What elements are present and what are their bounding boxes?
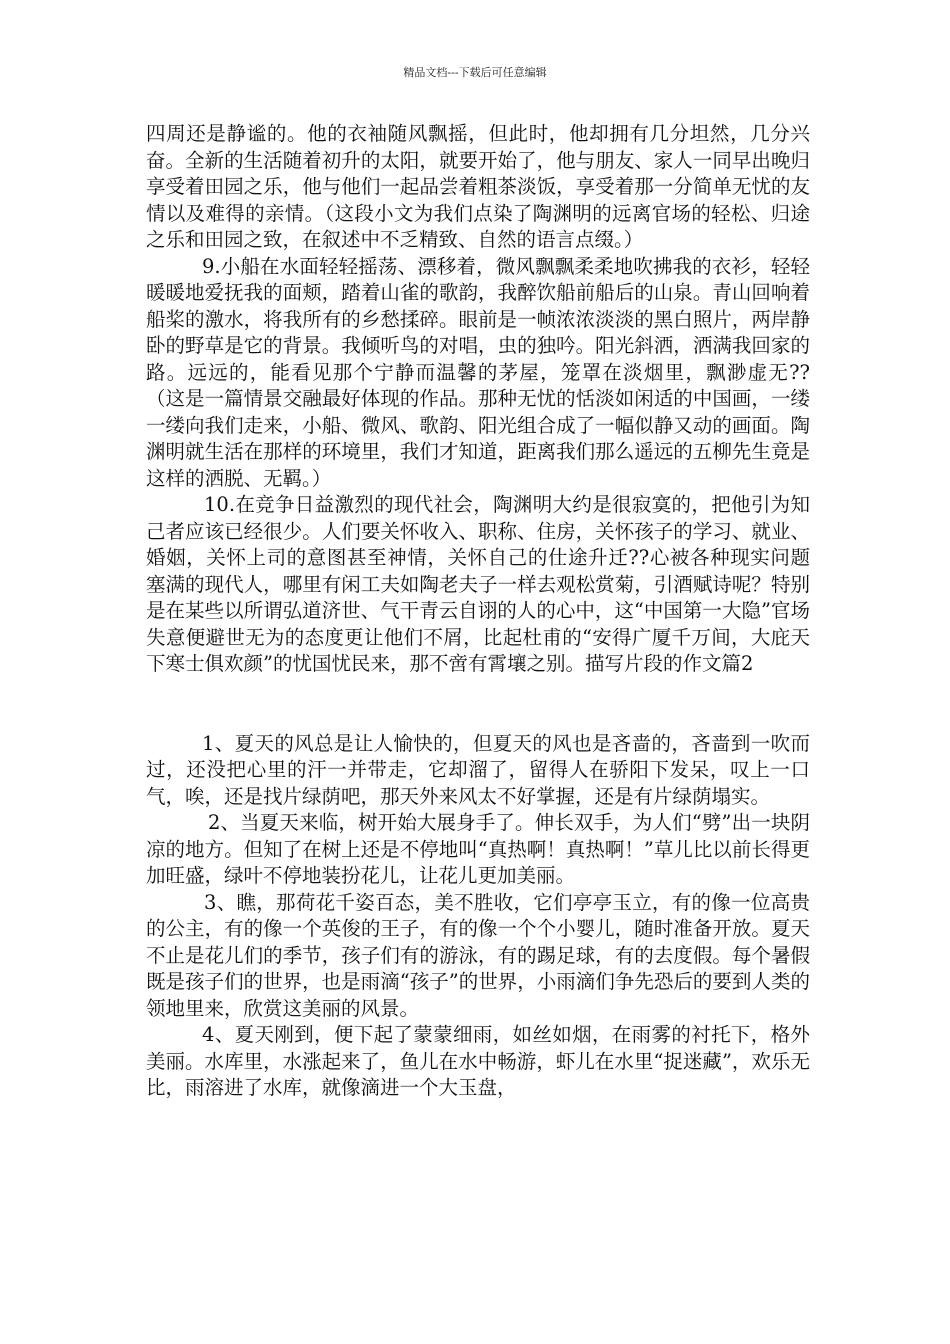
paragraph-summer-2: 2、当夏天来临，树开始大展身手了。伸长双手，为人们“劈”出一块阴凉的地方。但知了在树上还是不停地叫“真热啊！真热啊！”草儿比以前长得更加旺盛，绿叶不停地装扮花儿，让花儿更加美丽。 bbox=[146, 811, 810, 887]
paragraph-9: 9.小船在水面轻轻摇荡、漂移着，微风飘飘柔柔地吹拂我的衣衫，轻轻暖暖地爱抚我的面颊，踏着山雀的歌韵，我醉饮船前船后的山泉。青山回响着船桨的激水，将我所有的乡愁揉碎。眼前是一帧浓浓淡淡的黑白照片，两岸静卧的野草是它的背景。我倾听鸟的对唱，虫的独吟。阳光斜洒，洒满我回家的路。远远的，能看见那个宁静而温馨的茅屋，笼罩在淡烟里，飘渺虚无??（这是一篇情景交融最好体现的作品。那种无忧的恬淡如闲适的中国画，一缕一缕向我们走来，小船、微风、歌韵、阳光组合成了一幅似静又动的画面。陶渊明就生活在那样的环境里，我们才知道，距离我们那么遥远的五柳先生竟是这样的洒脱、无羁。） bbox=[146, 254, 810, 490]
section-gap bbox=[146, 678, 810, 731]
document-body bbox=[146, 121, 810, 1102]
paragraph-summer-4: 4、夏天刚到，便下起了蒙蒙细雨，如丝如烟，在雨雾的衬托下，格外美丽。水库里，水涨起来了，鱼儿在水中畅游，虾儿在水里“捉迷藏”，欢乐无比，雨溶进了水库，就像滴进一个大玉盘， bbox=[146, 1023, 810, 1099]
paragraph-intro: 四周还是静谧的。他的衣袖随风飘摇，但此时，他却拥有几分坦然，几分兴奋。全新的生活随着初升的太阳，就要开始了，他与朋友、家人一同早出晚归享受着田园之乐，他与他们一起品尝着粗茶淡饭，享受着那一分简单无忧的友情以及难得的亲情。（这段小文为我们点染了陶渊明的远离官场的轻松、归途之乐和田园之致，在叙述中不乏精致、自然的语言点缀。） bbox=[146, 122, 810, 251]
paragraph-summer-1: 1、夏天的风总是让人愉快的，但夏天的风也是吝啬的，吝啬到一吹而过，还没把心里的汗一并带走，它却溜了，留得人在骄阳下发呆，叹上一口气，唉，还是找片绿荫吧，那天外来风太不好掌握，还是有片绿荫塌实。 bbox=[146, 731, 810, 808]
paragraph-summer-3: 3、瞧，那荷花千姿百态，美不胜收，它们亭亭玉立，有的像一位高贵的公主，有的像一个英俊的王子，有的像一个个小婴儿，随时准备开放。夏天不止是花儿们的季节，孩子们有的游泳，有的踢足球，有的去度假。每个暑假既是孩子们的世界，也是雨滴“孩子”的世界，小雨滴们争先恐后的要到人类的领地里来，欣赏这美丽的风景。 bbox=[146, 890, 810, 1020]
page-header: 精品文档---下载后可任意编辑 bbox=[403, 66, 547, 79]
paragraph-10: 10.在竞争日益激烈的现代社会，陶渊明大约是很寂寞的，把他引为知己者应该已经很少。人们要关怀收入、职称、住房，关怀孩子的学习、就业、婚姻，关怀上司的意图甚至神情，关怀自己的仕途升迁??心被各种现实问题塞满的现代人，哪里有闲工夫如陶老夫子一样去观松赏菊，引酒赋诗呢？特别是在某些以所谓弘道济世、气干青云自诩的人的心中，这“中国第一大隐”官场失意便避世无为的态度更让他们不屑，比起杜甫的“安得广厦千万间，大庇天下寒士俱欢颜”的忧国忧民来，那不啻有霄壤之别。描写片段的作文篇2 bbox=[146, 493, 810, 675]
